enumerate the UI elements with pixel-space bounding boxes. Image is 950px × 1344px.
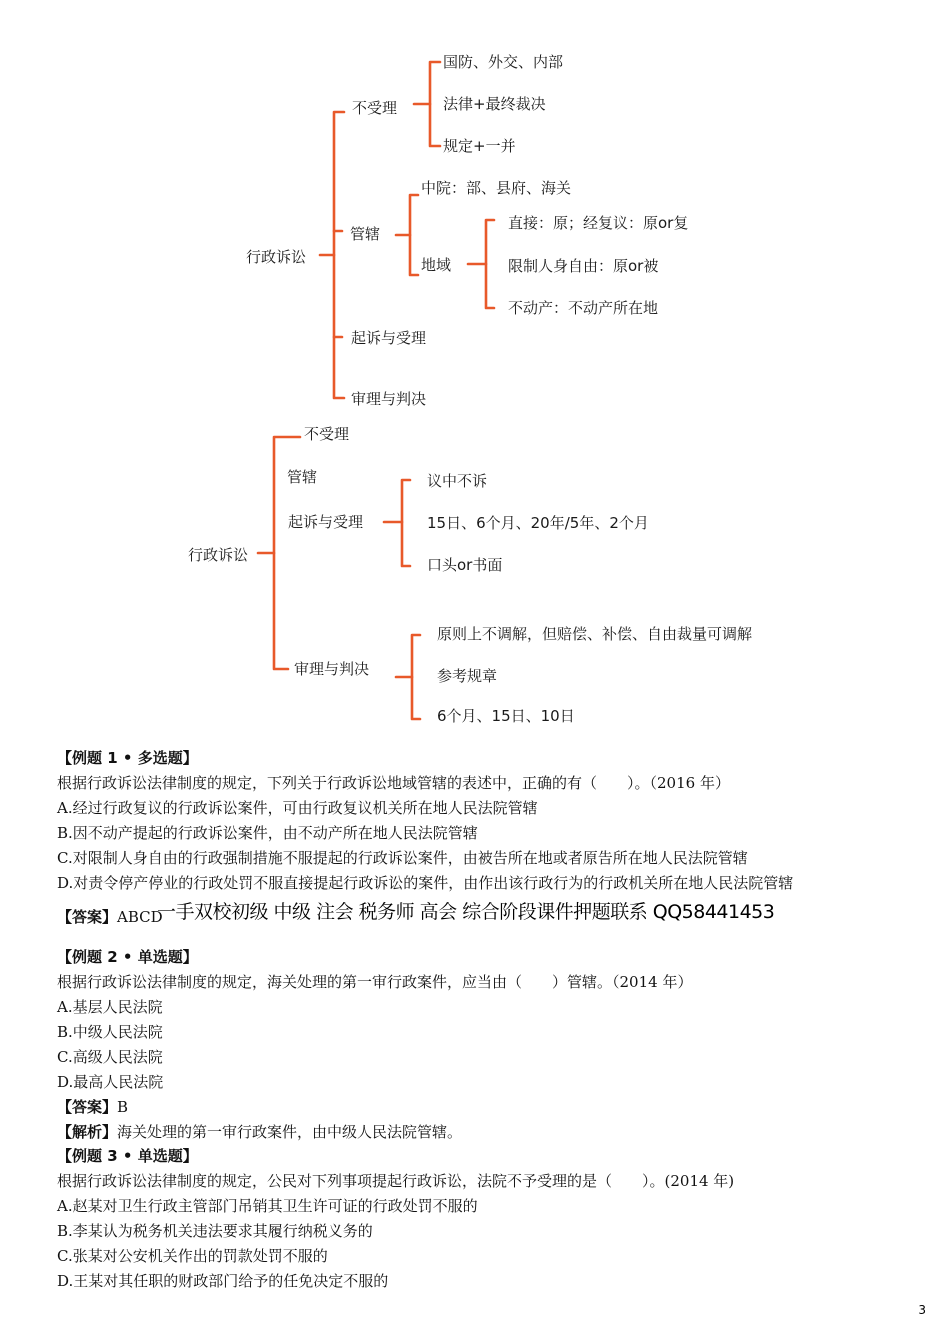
mm1-branch-trial: 审理与判决 (351, 390, 427, 408)
example-2-option-a: A.基层人民法院 (57, 998, 163, 1016)
example-1-option-a: A.经过行政复议的行政诉讼案件，可由行政复议机关所在地人民法院管辖 (57, 799, 538, 817)
example-1-question: 根据行政诉讼法律制度的规定，下列关于行政诉讼地域管辖的表述中，正确的有（ ）。（2016 年） (57, 774, 730, 792)
mm2-item: 口头or书面 (427, 556, 503, 574)
example-2-analysis (57, 1122, 462, 1142)
mm2-branch-jurisdiction: 管辖 (287, 468, 318, 486)
example-2-option-d: D.最高人民法院 (57, 1073, 164, 1091)
mm2-item: 15日、6个月、20年/5年、2个月 (427, 514, 649, 532)
mm2-item: 6个月、15日、10日 (437, 707, 575, 725)
answer-value: ABCD (117, 908, 163, 926)
example-2-answer (57, 1097, 128, 1117)
example-3-option-c: C.张某对公安机关作出的罚款处罚不服的 (57, 1247, 328, 1265)
mm2-item: 参考规章 (437, 667, 498, 685)
example-1-answer (57, 907, 163, 927)
mm2-branch-filing: 起诉与受理 (288, 513, 364, 531)
mm1-root: 行政诉讼 (246, 248, 307, 266)
answer-value: B (117, 1098, 129, 1116)
page-number: 3 (918, 1303, 926, 1317)
analysis-text: 海关处理的第一审行政案件，由中级人民法院管辖。 (117, 1123, 463, 1141)
mm2-branch-not-accepted: 不受理 (304, 425, 350, 443)
mm1-item: 不动产：不动产所在地 (508, 299, 659, 317)
answer-label: 【答案】 (57, 1098, 118, 1116)
mm1-branch-filing: 起诉与受理 (351, 329, 427, 347)
example-3-option-a: A.赵某对卫生行政主管部门吊销其卫生许可证的行政处罚不服的 (57, 1197, 478, 1215)
mm2-item: 原则上不调解，但赔偿、补偿、自由裁量可调解 (437, 625, 753, 643)
example-1-option-b: B.因不动产提起的行政诉讼案件，由不动产所在地人民法院管辖 (57, 824, 478, 842)
example-1-header: 【例题 1 • 多选题】 (57, 749, 198, 767)
example-2-header: 【例题 2 • 单选题】 (57, 948, 198, 966)
mm2-item: 议中不诉 (427, 472, 488, 490)
example-3-question: 根据行政诉讼法律制度的规定，公民对下列事项提起行政诉讼，法院不予受理的是（ ）。(2014 年) (57, 1172, 735, 1190)
answer-label: 【答案】 (57, 908, 118, 926)
example-1-option-d: D.对责令停产停业的行政处罚不服直接提起行政诉讼的案件，由作出该行政行为的行政机关所在地人民法院管辖 (57, 874, 794, 892)
example-3-header: 【例题 3 • 单选题】 (57, 1147, 198, 1165)
promo-text: 一手双校初级 中级 注会 税务师 高会 综合阶段课件押题联系 QQ58441453 (157, 901, 775, 923)
mm1-item: 直接：原；经复议：原or复 (508, 214, 689, 232)
mm1-branch-region: 地域 (421, 256, 452, 274)
mm2-root: 行政诉讼 (188, 546, 249, 564)
mm1-item: 法律+最终裁决 (443, 95, 546, 113)
example-3-option-b: B.李某认为税务机关违法要求其履行纳税义务的 (57, 1222, 373, 1240)
analysis-label: 【解析】 (57, 1123, 118, 1141)
mm1-item: 限制人身自由：原or被 (508, 257, 659, 275)
mm1-item: 中院：部、县府、海关 (421, 179, 572, 197)
mm1-item: 规定+一并 (443, 137, 516, 155)
mm1-branch-jurisdiction: 管辖 (350, 225, 381, 243)
mm2-branch-trial: 审理与判决 (294, 660, 370, 678)
example-1-option-c: C.对限制人身自由的行政强制措施不服提起的行政诉讼案件，由被告所在地或者原告所在地人民法院管辖 (57, 849, 748, 867)
mm1-item: 国防、外交、内部 (443, 53, 564, 71)
example-3-option-d: D.王某对其任职的财政部门给予的任免决定不服的 (57, 1272, 389, 1290)
example-2-question: 根据行政诉讼法律制度的规定，海关处理的第一审行政案件，应当由（ ）管辖。（2014 年） (57, 973, 693, 991)
example-2-option-b: B.中级人民法院 (57, 1023, 163, 1041)
mm1-branch-not-accepted: 不受理 (352, 99, 398, 117)
example-2-option-c: C.高级人民法院 (57, 1048, 163, 1066)
